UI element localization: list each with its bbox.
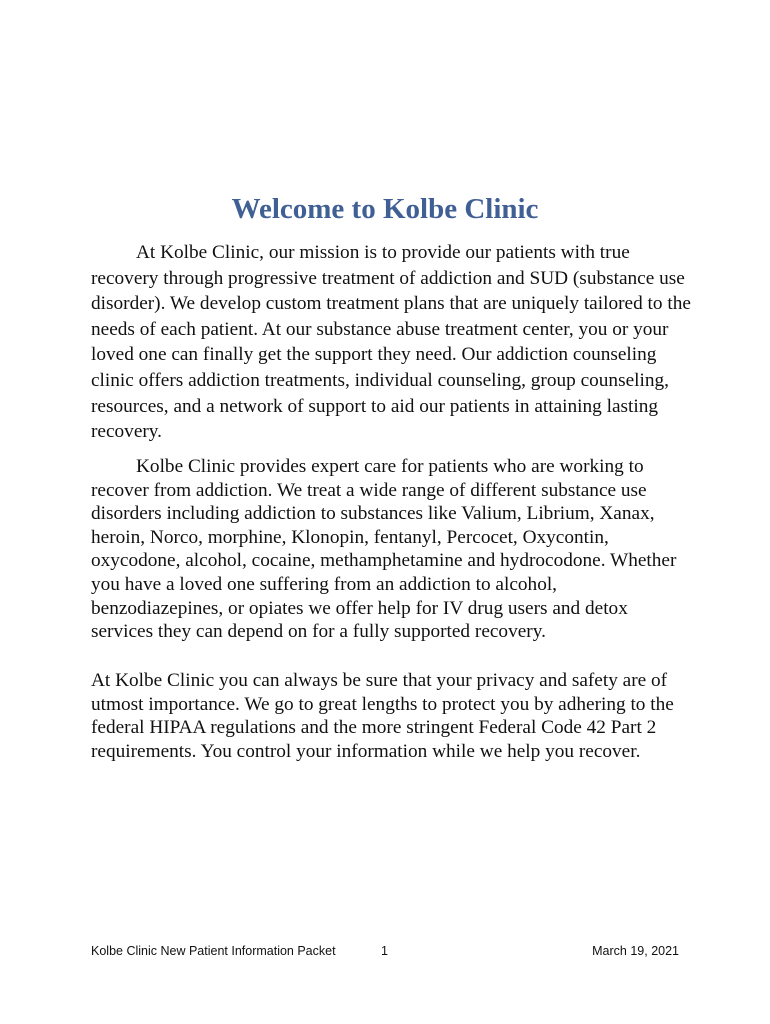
paragraph-mission: At Kolbe Clinic, our mission is to provide our patients with true recovery through progressive treatment of addiction and SUD (substance use disorder). We develop custom treatment plans that are uniquely tailored to the needs of each patient. At our substance abuse treatment center, you or your loved one can finally get the support they need. Our addiction counseling clinic offers addiction treatments, individual counseling, group counseling, resources, and a network of support to aid our patients in attaining lasting recovery. <box>91 242 691 443</box>
footer-page-number: 1 <box>381 944 388 958</box>
page-title: Welcome to Kolbe Clinic <box>231 193 539 225</box>
paragraph-privacy: At Kolbe Clinic you can always be sure that your privacy and safety are of utmost importance. We go to great lengths to protect you by adhering to the federal HIPAA regulations and the more stringent Federal Code 42 Part 2 requirements. You control your information while we help you recover. <box>91 670 674 762</box>
footer-document-name: Kolbe Clinic New Patient Information Packet <box>91 944 336 958</box>
footer-date: March 19, 2021 <box>592 944 679 958</box>
paragraph-services: Kolbe Clinic provides expert care for patients who are working to recover from addiction. We treat a wide range of different substance use disorders including addiction to substances like Valium, Librium, Xanax, heroin, Norco, morphine, Klonopin, fentanyl, Percocet, Oxycontin, oxycodone, alcohol, cocaine, methamphetamine and hydrocodone. Whether you have a loved one suffering from an addiction to alcohol, benzodiazepines, or opiates we offer help for IV drug users and detox services they can depend on for a fully supported recovery. <box>91 456 677 643</box>
